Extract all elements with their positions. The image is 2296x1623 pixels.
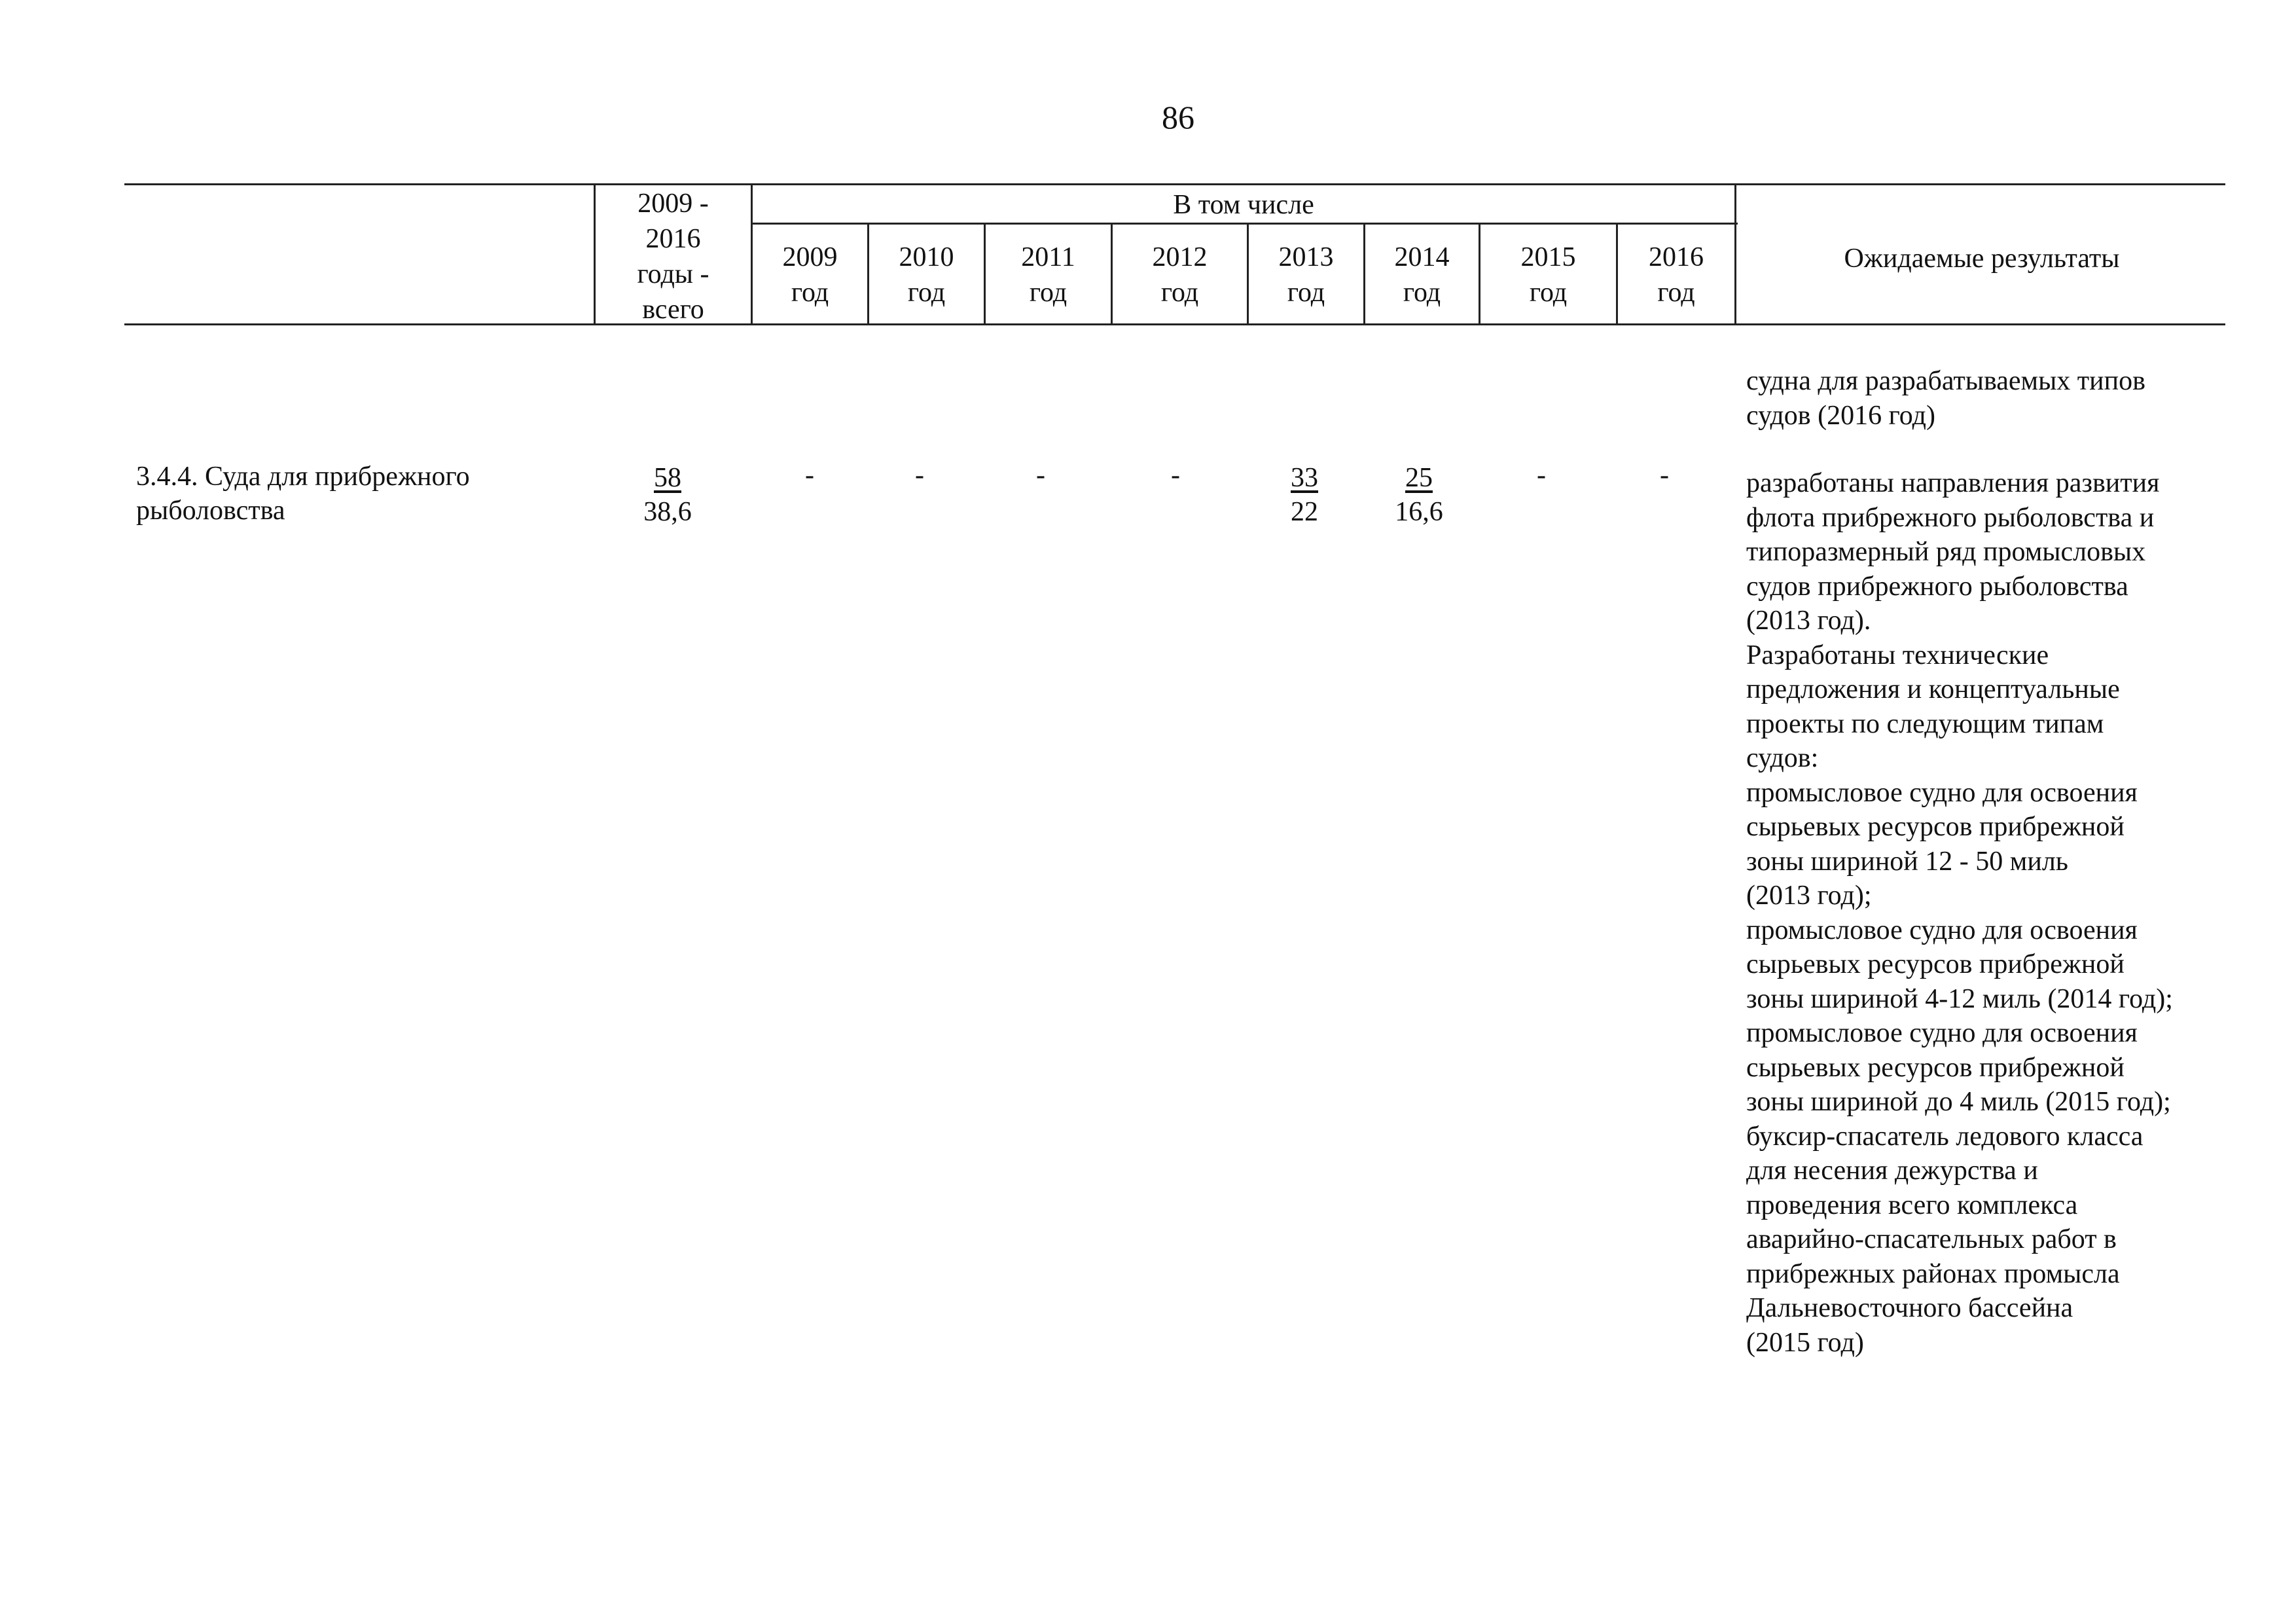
result-line: сырьевых ресурсов прибрежной <box>1746 1052 2125 1083</box>
result-line: прибрежных районах промысла <box>1746 1258 2120 1289</box>
header-year-unit: год <box>907 278 946 308</box>
value-2013 <box>1255 461 1354 529</box>
result-line: сырьевых ресурсов прибрежной <box>1746 812 2125 842</box>
result-line: проекты по следующим типам <box>1746 708 2104 739</box>
header-results: Ожидаемые результаты <box>1844 244 2120 274</box>
result-line: промысловое судно для освоения <box>1746 777 2138 808</box>
header-total-line: годы - <box>637 259 709 289</box>
header-year-2012 <box>1113 240 1247 310</box>
row-name-line: рыболовства <box>136 496 285 526</box>
header-year-unit: год <box>1657 278 1695 308</box>
result-line: (2013 год); <box>1746 881 1872 911</box>
result-line: разработаны направления развития <box>1746 468 2160 498</box>
row-name <box>136 460 588 528</box>
result-line: судов (2016 год) <box>1746 400 1935 431</box>
value-2014 <box>1370 461 1468 529</box>
result-line: зоны шириной 12 - 50 миль <box>1746 846 2068 877</box>
header-year: 2012 <box>1152 242 1208 272</box>
result-line: аварийно-спасательных работ в <box>1746 1224 2117 1254</box>
header-year-2009 <box>753 240 867 310</box>
continued-result <box>1746 364 2270 433</box>
header-year: 2010 <box>899 242 954 272</box>
header-year-2016 <box>1618 240 1734 310</box>
total-value: 58 <box>654 463 681 493</box>
year-value: 33 <box>1291 463 1318 493</box>
header-year: 2013 <box>1278 242 1334 272</box>
result-line: (2015 год) <box>1746 1327 1864 1358</box>
header-year-unit: год <box>1403 278 1441 308</box>
header-year-2013 <box>1249 240 1363 310</box>
result-line: судна для разрабатываемых типов <box>1746 366 2145 396</box>
header-total <box>596 186 751 327</box>
row-total <box>602 461 733 529</box>
result-line: зоны шириной 4-12 миль (2014 год); <box>1746 983 2173 1014</box>
result-line: для несения дежурства и <box>1746 1156 2038 1186</box>
page-number: 86 <box>1162 99 1194 136</box>
row-name-line: 3.4.4. Суда для прибрежного <box>136 462 470 492</box>
result-line: предложения и концептуальные <box>1746 674 2120 704</box>
row-results <box>1746 466 2270 1360</box>
value-2016: - <box>1660 460 1669 490</box>
result-line: флота прибрежного рыболовства и <box>1746 502 2155 533</box>
value-2010: - <box>915 460 924 490</box>
header-total-line: всего <box>642 295 704 325</box>
result-line: зоны шириной до 4 миль (2015 год); <box>1746 1087 2171 1117</box>
table-top-rule <box>124 183 2225 185</box>
total-subvalue: 38,6 <box>643 497 692 527</box>
header-year: 2011 <box>1021 242 1075 272</box>
result-line: судов: <box>1746 743 1819 773</box>
result-line: Разработаны технические <box>1746 640 2049 670</box>
header-year-unit: год <box>1160 278 1199 308</box>
header-year-2014 <box>1365 240 1479 310</box>
header-total-line: 2009 - <box>637 189 709 219</box>
header-total-line: 2016 <box>645 224 701 254</box>
result-line: проведения всего комплекса <box>1746 1190 2078 1220</box>
header-year: 2014 <box>1394 242 1450 272</box>
result-line: типоразмерный ряд промысловых <box>1746 537 2146 567</box>
header-year-unit: год <box>1287 278 1325 308</box>
header-year: 2009 <box>782 242 838 272</box>
value-2011: - <box>1036 460 1045 490</box>
value-2009: - <box>805 460 814 490</box>
result-line: промысловое судно для освоения <box>1746 915 2138 945</box>
header-year: 2016 <box>1649 242 1704 272</box>
table-header-bottom-rule <box>124 323 2225 325</box>
result-line: буксир-спасатель ледового класса <box>1746 1121 2144 1152</box>
year-value: 25 <box>1405 463 1433 493</box>
header-group-label: В том числе <box>1173 190 1314 220</box>
value-2015: - <box>1537 460 1546 490</box>
header-year-2010 <box>869 240 984 310</box>
value-2012: - <box>1171 460 1180 490</box>
header-year-unit: год <box>1029 278 1067 308</box>
header-year-2011 <box>986 240 1111 310</box>
header-year: 2015 <box>1520 242 1576 272</box>
group-header-rule <box>753 223 1738 225</box>
result-line: сырьевых ресурсов прибрежной <box>1746 949 2125 979</box>
header-year-2015 <box>1480 240 1616 310</box>
year-subvalue: 16,6 <box>1395 497 1443 527</box>
result-line: (2013 год). <box>1746 606 1871 636</box>
year-subvalue: 22 <box>1291 497 1318 527</box>
result-line: судов прибрежного рыболовства <box>1746 571 2128 602</box>
header-year-unit: год <box>791 278 829 308</box>
result-line: Дальневосточного бассейна <box>1746 1293 2073 1323</box>
result-line: промысловое судно для освоения <box>1746 1018 2138 1048</box>
header-year-unit: год <box>1529 278 1568 308</box>
